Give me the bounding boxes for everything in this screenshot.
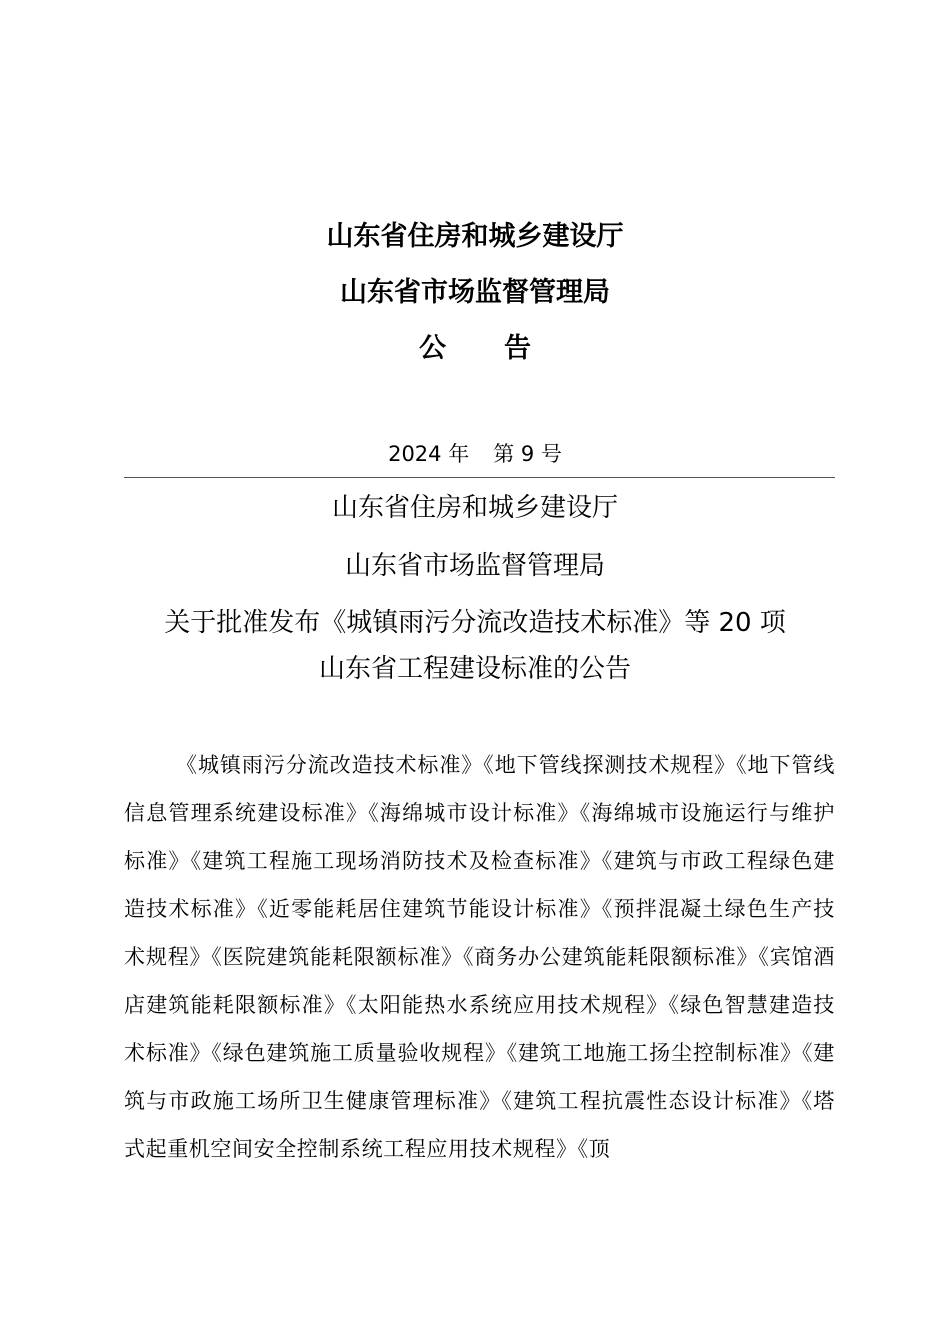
doc-number: 第 9 号 (493, 442, 562, 466)
body-paragraph: 《城镇雨污分流改造技术标准》《地下管线探测技术规程》《地下管线信息管理系统建设标准》《海绵城市设计标准》《海绵城市设施运行与维护标准》《建筑工程施工现场消防技术及检查标准》《建筑与市政工程绿色建造技术标准》《近零能耗居住建筑节能设计标准》《预拌混凝土绿色生产技术规程》《医院建筑能耗限额标准》《商务办公建筑能耗限额标准》《宾馆酒店建筑能耗限额标准》《太阳能热水系统应用技术规程》《绿色智慧建造技术标准》《绿色建筑施工质量验收规程》《建筑工地施工扬尘控制标准》《建筑与市政施工场所卫生健康管理标准》《建筑工程抗震性态设计标准》《塔式起重机空间安全控制系统工程应用技术规程》《顶 (124, 753, 835, 1161)
title-line-2: 山东省市场监督管理局 (344, 551, 605, 581)
issuer-header-2: 山东省市场监督管理局 (340, 277, 610, 308)
title-line-4: 山东省工程建设标准的公告 (318, 654, 631, 684)
title-line-3: 关于批准发布《城镇雨污分流改造技术标准》等 20 项 (164, 608, 786, 638)
document-number (0, 440, 950, 468)
header-divider (124, 477, 835, 478)
notice-char-2: 告 (504, 333, 531, 364)
issuer-header-1: 山东省住房和城乡建设厅 (326, 221, 624, 252)
title-line-1: 山东省住房和城乡建设厅 (331, 493, 618, 523)
notice-heading (0, 333, 950, 365)
doc-year: 2024 年 (388, 442, 470, 466)
notice-char-1: 公 (419, 333, 446, 364)
